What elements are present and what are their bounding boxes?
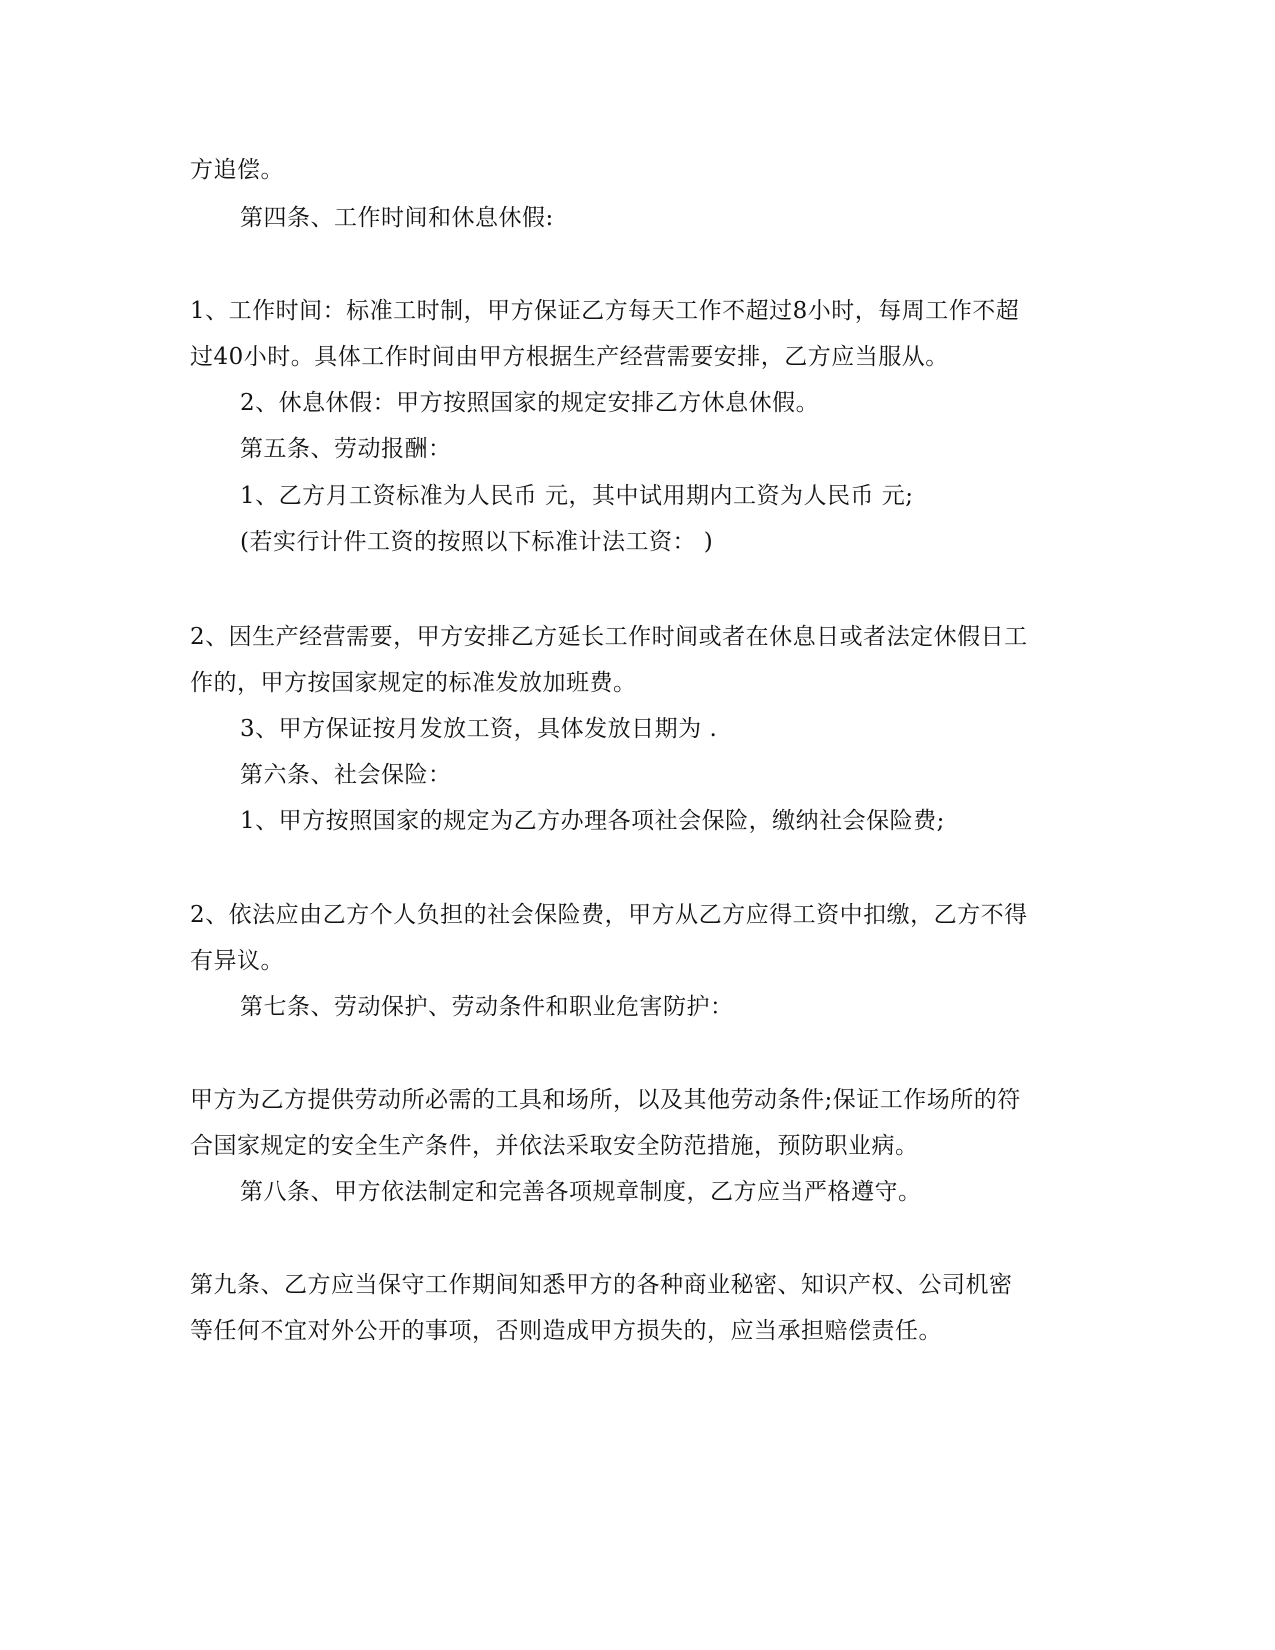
text-line: 合国家规定的安全生产条件，并依法采取安全防范措施，预防职业病。 <box>190 1133 919 1159</box>
section-heading-article-6: 第六条、社会保险： <box>240 762 452 788</box>
section-heading-article-4: 第四条、工作时间和休息休假: <box>240 205 554 231</box>
text-line: 2、休息休假：甲方按照国家的规定安排乙方休息休假。 <box>240 390 820 416</box>
text-line: 方追偿。 <box>190 157 284 183</box>
text-line: 有异议。 <box>190 948 284 974</box>
section-heading-article-7: 第七条、劳动保护、劳动条件和职业危害防护： <box>240 994 734 1020</box>
text-line: 1、乙方月工资标准为人民币 元，其中试用期内工资为人民币 元; <box>240 483 914 509</box>
text-line: 过40小时。具体工作时间由甲方根据生产经营需要安排，乙方应当服从。 <box>190 344 949 370</box>
section-heading-article-9: 第九条、乙方应当保守工作期间知悉甲方的各种商业秘密、知识产权、公司机密 <box>190 1272 1013 1298</box>
text-line: 2、因生产经营需要，甲方安排乙方延长工作时间或者在休息日或者法定休假日工 <box>190 624 1028 650</box>
text-line: 1、工作时间：标准工时制，甲方保证乙方每天工作不超过8小时，每周工作不超 <box>190 298 1020 324</box>
section-heading-article-5: 第五条、劳动报酬： <box>240 436 452 462</box>
text-line: 等任何不宜对外公开的事项，否则造成甲方损失的，应当承担赔偿责任。 <box>190 1318 942 1344</box>
text-line: 1、甲方按照国家的规定为乙方办理各项社会保险，缴纳社会保险费; <box>240 808 945 834</box>
text-line: 3、甲方保证按月发放工资，具体发放日期为 . <box>240 716 718 742</box>
section-heading-article-8: 第八条、甲方依法制定和完善各项规章制度，乙方应当严格遵守。 <box>240 1179 922 1205</box>
text-line: 甲方为乙方提供劳动所必需的工具和场所，以及其他劳动条件;保证工作场所的符 <box>190 1087 1021 1113</box>
text-line: 作的，甲方按国家规定的标准发放加班费。 <box>190 670 637 696</box>
text-line: 2、依法应由乙方个人负担的社会保险费，甲方从乙方应得工资中扣缴，乙方不得 <box>190 902 1028 928</box>
text-line: (若实行计件工资的按照以下标准计法工资： ) <box>240 529 714 555</box>
